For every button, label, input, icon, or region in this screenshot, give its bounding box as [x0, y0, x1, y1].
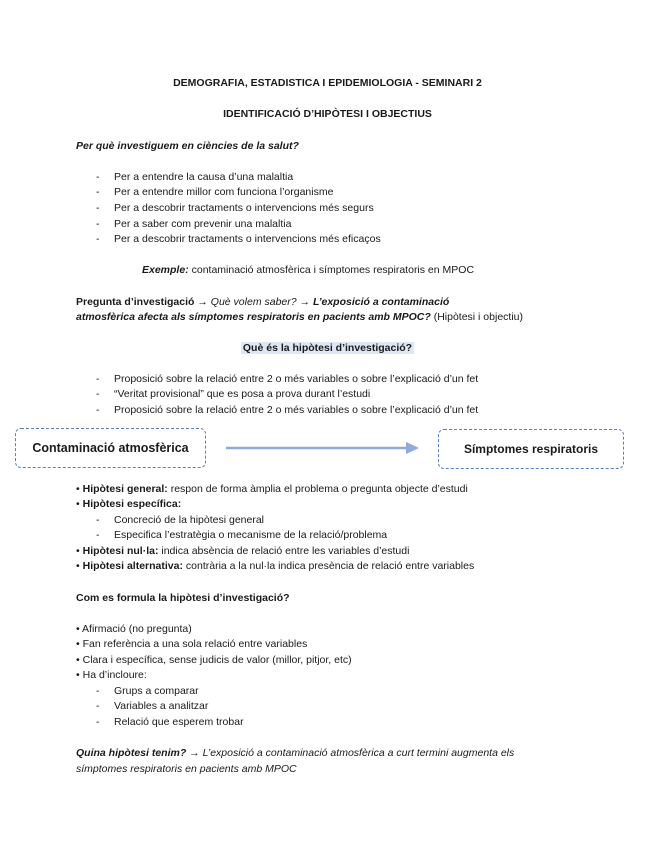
hypothesis-heading-wrap: [0, 342, 655, 354]
list-item-text: Relació que esperem trobar: [114, 716, 244, 728]
list-item-text: Especifica l’estratègia o mecanisme de la relació/problema: [114, 529, 388, 541]
example-line: [142, 264, 474, 276]
final-label: Quina hipòtesi tenim?: [76, 747, 187, 759]
bullet-dot: •: [76, 669, 80, 681]
question-note: (Hipòtesi i objectiu): [430, 311, 523, 323]
bullet-dot: •: [76, 623, 80, 635]
type-null: [76, 545, 409, 557]
diagram-box-exposure: Contaminació atmosfèrica: [15, 428, 206, 468]
final-hypothesis-line-2: símptomes respiratoris en pacients amb MPOC: [76, 763, 297, 775]
list-item-text: Per a descobrir tractaments o intervencions més segurs: [114, 202, 374, 214]
list-item: [76, 638, 307, 650]
bullet-dash: -: [96, 171, 100, 183]
bullet-dash: -: [96, 514, 100, 526]
bullet-dash: -: [96, 233, 100, 245]
type-alt-text: contrària a la nul·la indica presència de relació entre variables: [182, 560, 475, 572]
type-general-text: respon de forma àmplia el problema o pregunta objecte d’estudi: [167, 483, 468, 495]
example-text: contaminació atmosfèrica i símptomes respiratoris en MPOC: [188, 264, 475, 276]
list-item: [76, 623, 192, 635]
type-general: [76, 483, 468, 495]
list-item-text: Fan referència a una sola relació entre variables: [82, 638, 308, 650]
question-text-start: L’exposició a contaminació: [312, 296, 450, 308]
list-item-text: Proposició sobre la relació entre 2 o més variables o sobre l’explicació d’un fet: [114, 373, 479, 385]
list-item: [76, 654, 352, 666]
question-prompt: Què volem saber?: [210, 296, 297, 308]
bullet-dash: -: [96, 218, 100, 230]
bullet-dash: -: [96, 685, 100, 697]
bullet-dot: •: [76, 545, 80, 557]
list-item-text: Proposició sobre la relació entre 2 o més variables o sobre l’explicació d’un fet: [114, 404, 479, 416]
list-item-text: Ha d’incloure:: [82, 669, 147, 681]
page-title: IDENTIFICACIÓ D’HIPÒTESI I OBJECTIUS: [223, 108, 432, 120]
final-text-start: L’exposició a contaminació atmosfèrica a curt termini augmenta els: [202, 747, 515, 759]
bullet-dash: -: [96, 186, 100, 198]
list-item-text: Concreció de la hipòtesi general: [114, 514, 265, 526]
type-alternative: [76, 560, 474, 572]
list-item-text: Per a entendre la causa d’una malaltia: [114, 171, 294, 183]
bullet-dash: -: [96, 202, 100, 214]
bullet-dash: -: [96, 373, 100, 385]
why-heading: Per què investiguem en ciències de la salut?: [76, 140, 299, 152]
type-null-label: Hipòtesi nul·la:: [82, 545, 159, 557]
bullet-dash: -: [96, 529, 100, 541]
list-item-text: Per a saber com prevenir una malaltia: [114, 218, 292, 230]
bullet-dot: •: [76, 560, 80, 572]
bullet-dash: -: [96, 700, 100, 712]
list-item-text: Per a descobrir tractaments o intervencions més eficaços: [114, 233, 381, 245]
research-question-line-2: [76, 311, 523, 323]
bullet-dash: -: [96, 388, 100, 400]
type-general-label: Hipòtesi general:: [82, 483, 168, 495]
list-item-text: Afirmació (no pregunta): [82, 623, 192, 635]
example-label: Exemple:: [142, 264, 189, 276]
bullet-dot: •: [76, 654, 80, 666]
question-text-end: atmosfèrica afecta als símptomes respiratoris en pacients amb MPOC?: [76, 311, 431, 323]
bullet-dash: -: [96, 404, 100, 416]
type-specific: [76, 498, 181, 510]
diagram-arrow: [226, 440, 420, 456]
type-alt-label: Hipòtesi alternativa:: [82, 560, 183, 572]
diagram-box-outcome: Símptomes respiratoris: [438, 429, 624, 469]
hypothesis-heading: Què és la hipòtesi d’investigació?: [242, 342, 413, 354]
arrow-glyph: →: [194, 296, 211, 308]
bullet-dot: •: [76, 483, 80, 495]
type-null-text: indica absència de relació entre les variables d’estudi: [158, 545, 410, 557]
arrow-glyph: →: [186, 747, 203, 759]
research-question-line-1: [76, 296, 449, 308]
list-item-text: Grups a comparar: [114, 685, 199, 697]
type-specific-label: Hipòtesi específica:: [82, 498, 182, 510]
course-title: DEMOGRAFIA, ESTADISTICA I EPIDEMIOLOGIA - SEMINARI 2: [173, 77, 482, 89]
bullet-dash: -: [96, 716, 100, 728]
question-label: Pregunta d’investigació: [76, 296, 195, 308]
final-hypothesis-line-1: [76, 747, 514, 759]
list-item: [76, 669, 147, 681]
list-item-text: Per a entendre millor com funciona l’organisme: [114, 186, 334, 198]
bullet-dot: •: [76, 638, 80, 650]
list-item-text: Variables a analitzar: [114, 700, 209, 712]
bullet-dot: •: [76, 498, 80, 510]
list-item-text: “Veritat provisional” que es posa a prova durant l’estudi: [114, 388, 371, 400]
list-item-text: Clara i específica, sense judicis de valor (millor, pitjor, etc): [82, 654, 352, 666]
formulate-heading: Com es formula la hipòtesi d’investigació?: [76, 592, 290, 604]
arrow-glyph: →: [296, 296, 313, 308]
